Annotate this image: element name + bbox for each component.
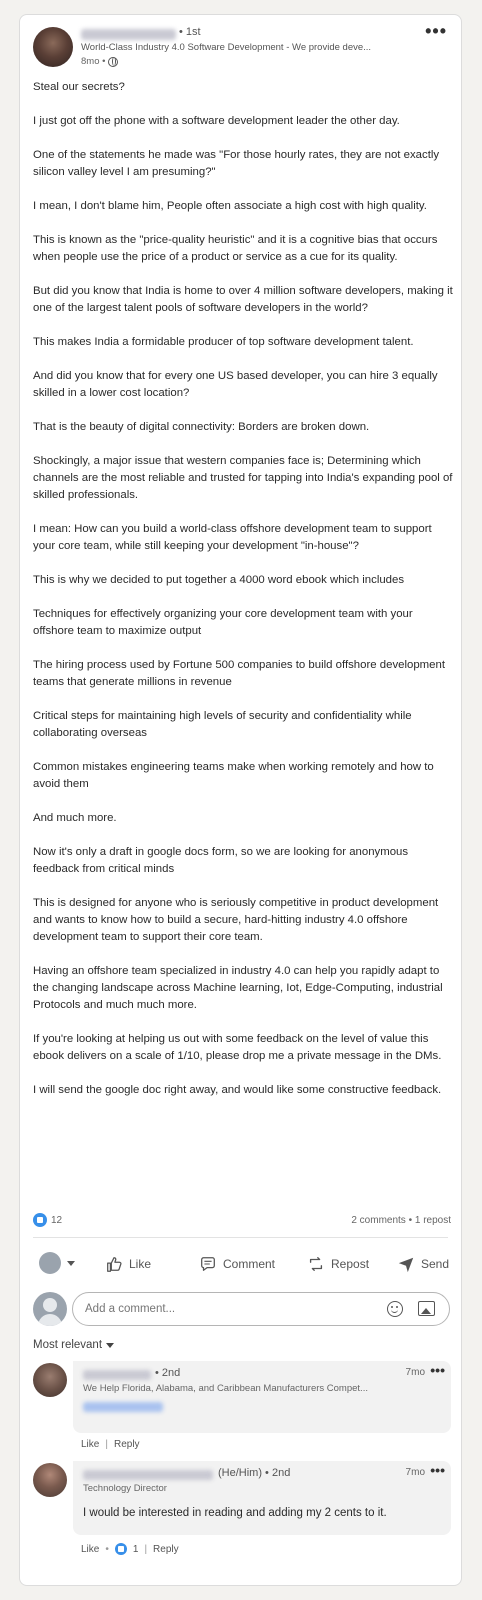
comment-time: 7mo	[405, 1467, 425, 1478]
commenter-avatar[interactable]	[33, 1463, 67, 1497]
chevron-down-icon	[106, 1343, 114, 1348]
post-paragraph: I mean, I don't blame him, People often associate a high cost with high quality.	[33, 200, 427, 212]
comment-bubble	[73, 1361, 451, 1433]
post-paragraph: Techniques for effectively organizing your core development team with your offshore team to maximize output	[33, 608, 413, 637]
comment-actions	[81, 1543, 179, 1555]
commenter-avatar[interactable]	[33, 1363, 67, 1397]
more-icon[interactable]: •••	[430, 1462, 445, 1478]
comment-button[interactable]	[199, 1253, 275, 1275]
commenter-headline: We Help Florida, Alabama, and Caribbean Manufacturers Compet...	[83, 1383, 368, 1394]
separator: |	[144, 1543, 148, 1555]
post-paragraph: Common mistakes engineering teams make when working remotely and how to avoid them	[33, 761, 434, 790]
actor-avatar[interactable]	[39, 1252, 61, 1274]
comment-reply-button[interactable]: Reply	[113, 1439, 140, 1450]
action-bar	[33, 1249, 451, 1279]
photo-icon[interactable]	[418, 1301, 435, 1316]
comment-label: Comment	[223, 1257, 276, 1271]
comment-reply-button[interactable]: Reply	[153, 1543, 179, 1555]
comment-icon	[199, 1255, 217, 1273]
commenter-headline: Technology Director	[83, 1483, 167, 1494]
post-paragraph: Critical steps for maintaining high levels of security and confidentiality while collaborating overseas	[33, 710, 412, 739]
author-degree: • 1st	[179, 26, 201, 38]
post-paragraph: I will send the google doc right away, and would like some constructive feedback.	[33, 1084, 442, 1096]
comment-item	[33, 1361, 451, 1461]
post-paragraph: This makes India a formidable producer of top software development talent.	[33, 336, 414, 348]
post-body	[33, 79, 453, 1116]
commenter-name-redacted[interactable]	[83, 1470, 213, 1480]
author-headline: World-Class Industry 4.0 Software Development - We provide deve...	[81, 42, 372, 53]
commenter-pronouns-degree: (He/Him) • 2nd	[218, 1467, 291, 1479]
separator: •	[105, 1543, 109, 1555]
repost-button[interactable]	[307, 1253, 369, 1275]
like-label: Like	[129, 1257, 152, 1271]
commenter-degree: • 2nd	[155, 1367, 181, 1379]
post-paragraph: If you're looking at helping us out with some feedback on the level of value this ebook delivers on a scale of 1/10, please drop me a private message in the DMs.	[33, 1033, 442, 1062]
author-avatar[interactable]	[33, 27, 73, 67]
post-meta	[81, 56, 118, 67]
post-paragraph: Having an offshore team specialized in industry 4.0 can help you rapidly adapt to the changing landscape across Machine learning, Iot, Edge-Computing, industrial Protocols and much much more.	[33, 965, 443, 1011]
comment-bubble	[73, 1461, 451, 1535]
like-reaction-icon[interactable]	[33, 1213, 47, 1227]
post-paragraph: I just got off the phone with a software development leader the other day.	[33, 115, 400, 127]
more-icon[interactable]: •••	[425, 21, 447, 41]
post-age: 8mo •	[81, 56, 106, 67]
post-paragraph: This is why we decided to put together a 4000 word ebook which includes	[33, 574, 405, 586]
comment-time: 7mo	[405, 1367, 425, 1378]
post-paragraph: This is designed for anyone who is seriously competitive in product development and wants to know how to build a secure, hard-hitting industry 4.0 offshore development team to support their core team.	[33, 897, 439, 943]
post-paragraph: And much more.	[33, 812, 117, 824]
repost-label: Repost	[331, 1257, 370, 1271]
post-paragraph: I mean: How can you build a world-class offshore development team to support your core team, while still keeping your development "in-house"?	[33, 523, 432, 552]
send-icon	[397, 1255, 415, 1273]
post-paragraph: Now it's only a draft in google docs form, so we are looking for anonymous feedback from critical minds	[33, 846, 409, 875]
post-header	[33, 21, 451, 87]
author-name-redacted[interactable]	[81, 29, 176, 40]
comment-text: I would be interested in reading and adding my 2 cents to it.	[83, 1507, 387, 1519]
divider	[33, 1237, 448, 1238]
emoji-icon[interactable]	[387, 1301, 403, 1317]
post-paragraph: That is the beauty of digital connectivity: Borders are broken down.	[33, 421, 370, 433]
comment-actions	[81, 1439, 140, 1450]
sort-label: Most relevant	[33, 1339, 103, 1351]
comment-like-button[interactable]: Like	[81, 1543, 100, 1555]
social-counts	[33, 1213, 451, 1229]
comment-link-redacted[interactable]	[83, 1402, 163, 1412]
chevron-down-icon[interactable]	[67, 1261, 75, 1266]
separator: |	[105, 1439, 108, 1450]
reactions-count[interactable]: 12	[51, 1215, 63, 1226]
current-user-avatar[interactable]	[33, 1292, 67, 1326]
post-paragraph: This is known as the "price-quality heuristic" and it is a cognitive bias that occurs when people use the price of a product or service as a cue for its quality.	[33, 234, 438, 263]
comment-like-count[interactable]: 1	[132, 1543, 139, 1555]
like-button[interactable]	[105, 1253, 151, 1275]
send-button[interactable]	[397, 1253, 449, 1275]
post-paragraph: One of the statements he made was "For those hourly rates, they are not exactly silicon valley level I am presuming?"	[33, 149, 440, 178]
post-paragraph: But did you know that India is home to over 4 million software developers, making it one of the largest talent pools of software developers in the world?	[33, 285, 453, 314]
comments-reposts-count[interactable]: 2 comments • 1 repost	[351, 1215, 451, 1226]
globe-icon	[108, 57, 118, 67]
repost-icon	[307, 1255, 325, 1273]
post-card	[19, 14, 462, 1586]
post-paragraph: The hiring process used by Fortune 500 companies to build offshore development teams that generate millions in revenue	[33, 659, 445, 688]
sort-dropdown[interactable]	[33, 1339, 114, 1351]
post-paragraph: Shockingly, a major issue that western companies face is; Determining which channels are the most reliable and trusted for tapping into India's expanding pool of skilled professionals.	[33, 455, 453, 501]
more-icon[interactable]: •••	[430, 1362, 445, 1378]
comment-like-button[interactable]: Like	[81, 1439, 100, 1450]
comment-item	[33, 1461, 451, 1561]
like-reaction-icon[interactable]	[115, 1543, 127, 1555]
comment-box	[33, 1290, 451, 1328]
like-icon	[105, 1255, 123, 1273]
send-label: Send	[421, 1257, 450, 1271]
post-paragraph: And did you know that for every one US based developer, you can hire 3 equally skilled in a lower cost location?	[33, 370, 438, 399]
commenter-name-redacted[interactable]	[83, 1370, 151, 1380]
post-paragraph: Steal our secrets?	[33, 81, 125, 93]
